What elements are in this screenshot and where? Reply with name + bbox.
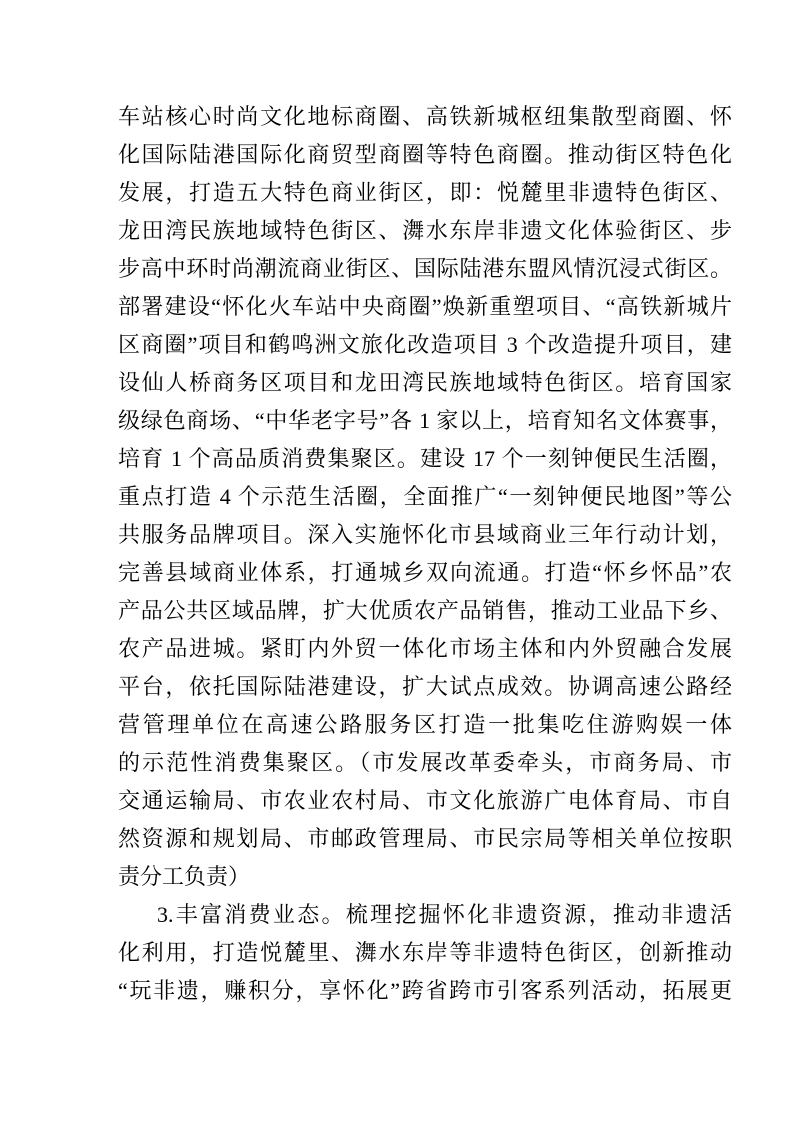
- text-line: 级绿色商场、“中华老字号”各 1 家以上，培育知名文体赛事，: [118, 408, 732, 433]
- text-line: 区商圈”项目和鹤鸣洲文旅化改造项目 3 个改造提升项目，建: [118, 332, 732, 357]
- text-line: 部署建设“怀化火车站中央商圈”焕新重塑项目、“高铁新城片: [118, 294, 732, 319]
- text-line-paragraph-start: 3.丰富消费业态。梳理挖掘怀化非遗资源，推动非遗活: [157, 902, 732, 927]
- text-line: 交通运输局、市农业农村局、市文化旅游广电体育局、市自: [118, 788, 732, 813]
- text-line: 设仙人桥商务区项目和龙田湾民族地域特色街区。培育国家: [118, 370, 732, 395]
- text-line: 然资源和规划局、市邮政管理局、市民宗局等相关单位按职: [118, 826, 732, 851]
- text-line: 平台，依托国际陆港建设，扩大试点成效。协调高速公路经: [118, 674, 732, 699]
- text-line: 化国际陆港国际化商贸型商圈等特色商圈。推动街区特色化: [118, 142, 732, 167]
- text-line: 完善县域商业体系，打通城乡双向流通。打造“怀乡怀品”农: [118, 560, 732, 585]
- document-text-block: [118, 98, 732, 1010]
- text-line: 车站核心时尚文化地标商圈、高铁新城枢纽集散型商圈、怀: [118, 104, 732, 129]
- text-line: 农产品进城。紧盯内外贸一体化市场主体和内外贸融合发展: [118, 636, 732, 661]
- text-line: 的示范性消费集聚区。（市发展改革委牵头，市商务局、市: [118, 750, 732, 775]
- text-line: 产品公共区域品牌，扩大优质农产品销售，推动工业品下乡、: [118, 598, 732, 623]
- text-line: 发展，打造五大特色商业街区，即：悦麓里非遗特色街区、: [118, 180, 732, 205]
- text-line: “玩非遗，赚积分，享怀化”跨省跨市引客系列活动，拓展更: [118, 978, 732, 1003]
- text-line: 营管理单位在高速公路服务区打造一批集吃住游购娱一体: [118, 712, 732, 737]
- text-line: 培育 1 个高品质消费集聚区。建设 17 个一刻钟便民生活圈，: [118, 446, 732, 471]
- text-line: 共服务品牌项目。深入实施怀化市县域商业三年行动计划，: [118, 522, 732, 547]
- text-line: 重点打造 4 个示范生活圈，全面推广“一刻钟便民地图”等公: [118, 484, 732, 509]
- text-line: 化利用，打造悦麓里、㵲水东岸等非遗特色街区，创新推动: [118, 940, 732, 965]
- text-line: 龙田湾民族地域特色街区、㵲水东岸非遗文化体验街区、步: [118, 218, 732, 243]
- text-line-paragraph-end: 责分工负责）: [118, 864, 251, 889]
- text-line: 步高中环时尚潮流商业街区、国际陆港东盟风情沉浸式街区。: [118, 256, 732, 281]
